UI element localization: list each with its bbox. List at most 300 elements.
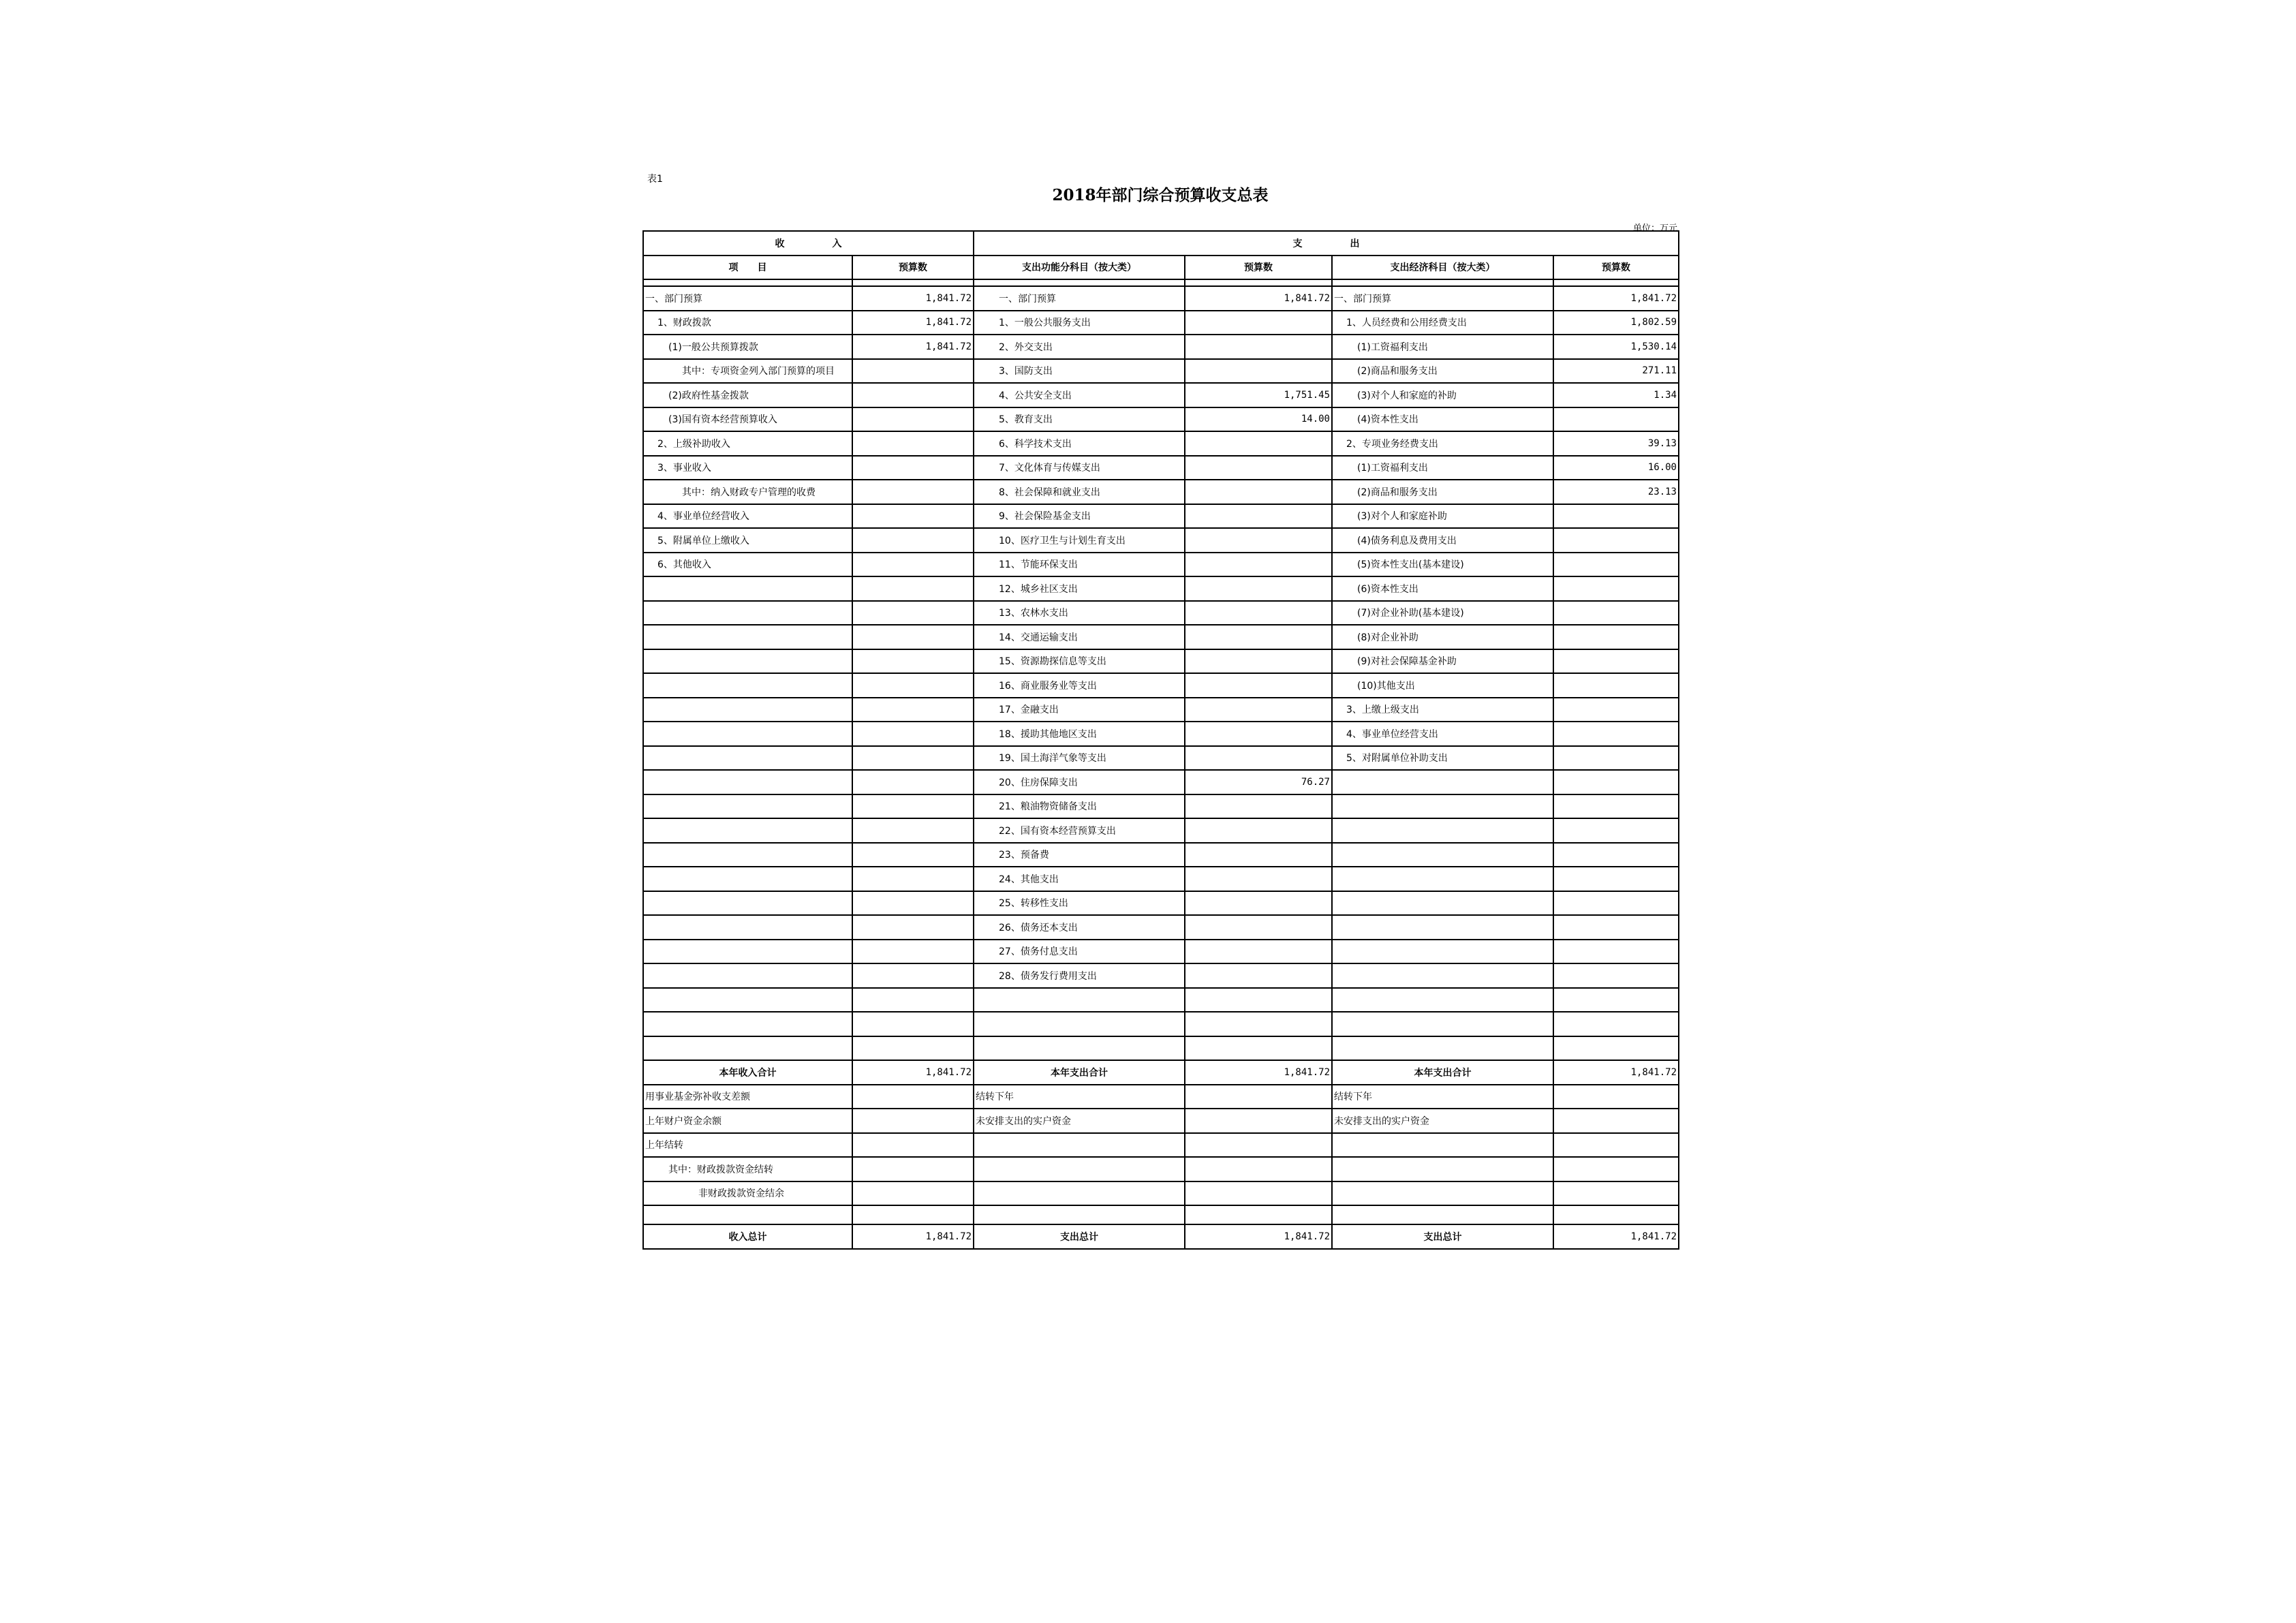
- econ-item-cell: [1332, 867, 1553, 891]
- econ-budget-cell: [1553, 915, 1679, 940]
- func-budget-cell: 76.27: [1185, 770, 1332, 794]
- empty-cell: [852, 1205, 974, 1224]
- empty-cell: [1332, 279, 1553, 286]
- income-budget-cell: [852, 963, 974, 988]
- func-item-cell: 27、债务付息支出: [974, 940, 1185, 964]
- col-econ-header: 支出经济科目（按大类）: [1332, 256, 1553, 280]
- income-budget-cell: [852, 1036, 974, 1061]
- income-item-cell: 2、上级补助收入: [643, 431, 852, 456]
- func-item-cell: 18、援助其他地区支出: [974, 722, 1185, 746]
- income-budget-cell: 1,841.72: [852, 286, 974, 311]
- income-budget-cell: [852, 722, 974, 746]
- total-row: [643, 1224, 1679, 1249]
- income-budget-cell: [852, 1085, 974, 1109]
- func-budget-cell: [1185, 528, 1332, 553]
- spacer-row: [643, 1205, 1679, 1224]
- income-item-cell: [643, 601, 852, 625]
- econ-item-cell: (5)资本性支出(基本建设): [1332, 553, 1553, 577]
- income-item-cell: 一、部门预算: [643, 286, 852, 311]
- table-row: [643, 1036, 1679, 1061]
- econ-item-cell: 未安排支出的实户资金: [1332, 1109, 1553, 1133]
- income-item-cell: [643, 988, 852, 1013]
- income-subtotal-value: 1,841.72: [852, 1060, 974, 1085]
- econ-item-cell: (1)工资福利支出: [1332, 456, 1553, 480]
- income-budget-cell: [852, 1012, 974, 1036]
- table-row: [643, 601, 1679, 625]
- func-budget-cell: [1185, 940, 1332, 964]
- func-budget-cell: 1,841.72: [1185, 286, 1332, 311]
- func-budget-cell: [1185, 601, 1332, 625]
- income-budget-cell: [852, 553, 974, 577]
- func-item-cell: 14、交通运输支出: [974, 625, 1185, 649]
- econ-budget-cell: [1553, 794, 1679, 819]
- econ-item-cell: [1332, 891, 1553, 916]
- func-budget-cell: [1185, 673, 1332, 698]
- func-budget-cell: [1185, 843, 1332, 867]
- func-item-cell: 8、社会保障和就业支出: [974, 480, 1185, 504]
- func-budget-cell: [1185, 1181, 1332, 1206]
- econ-item-cell: (6)资本性支出: [1332, 576, 1553, 601]
- table-row: [643, 407, 1679, 432]
- func-budget-cell: [1185, 480, 1332, 504]
- unit-label: 单位：万元: [1632, 223, 1677, 234]
- income-budget-cell: [852, 431, 974, 456]
- income-budget-cell: [852, 1133, 974, 1158]
- econ-budget-cell: [1553, 722, 1679, 746]
- func-item-cell: [974, 988, 1185, 1013]
- expense-group-header: 支 出: [974, 231, 1679, 256]
- income-item-cell: 3、事业收入: [643, 456, 852, 480]
- func-budget-cell: [1185, 431, 1332, 456]
- income-budget-cell: [852, 504, 974, 529]
- econ-item-cell: (9)对社会保障基金补助: [1332, 649, 1553, 674]
- econ-item-cell: [1332, 940, 1553, 964]
- income-item-cell: (1)一般公共预算拨款: [643, 335, 852, 359]
- col-budget-header: 预算数: [852, 256, 974, 280]
- econ-budget-cell: [1553, 698, 1679, 722]
- income-budget-cell: [852, 407, 974, 432]
- empty-cell: [974, 279, 1185, 286]
- func-budget-cell: [1185, 335, 1332, 359]
- func-item-cell: 1、一般公共服务支出: [974, 311, 1185, 335]
- table-row: [643, 915, 1679, 940]
- econ-item-cell: 1、人员经费和公用经费支出: [1332, 311, 1553, 335]
- page-title: 2018年部门综合预算收支总表: [1052, 186, 1269, 204]
- income-subtotal-label: 本年收入合计: [643, 1060, 852, 1085]
- table-row: [643, 988, 1679, 1013]
- econ-budget-cell: [1553, 407, 1679, 432]
- subtotal-row: [643, 1060, 1679, 1085]
- func-item-cell: 15、资源勘探信息等支出: [974, 649, 1185, 674]
- func-item-cell: 28、债务发行费用支出: [974, 963, 1185, 988]
- func-budget-cell: [1185, 311, 1332, 335]
- income-item-cell: [643, 843, 852, 867]
- table-row: [643, 431, 1679, 456]
- econ-item-cell: (7)对企业补助(基本建设): [1332, 601, 1553, 625]
- lower-row: [643, 1085, 1679, 1109]
- econ-item-cell: (4)资本性支出: [1332, 407, 1553, 432]
- income-item-cell: [643, 915, 852, 940]
- func-subtotal-label: 本年支出合计: [974, 1060, 1185, 1085]
- func-item-cell: 3、国防支出: [974, 359, 1185, 384]
- income-item-cell: 其中：纳入财政专户管理的收费: [643, 480, 852, 504]
- table-row: [643, 940, 1679, 964]
- table-row: [643, 625, 1679, 649]
- lower-row: [643, 1157, 1679, 1181]
- income-budget-cell: [852, 915, 974, 940]
- econ-budget-cell: [1553, 601, 1679, 625]
- func-budget-cell: [1185, 504, 1332, 529]
- table-row: [643, 722, 1679, 746]
- econ-item-cell: [1332, 794, 1553, 819]
- econ-budget-cell: [1553, 843, 1679, 867]
- econ-budget-cell: [1553, 963, 1679, 988]
- func-item-cell: [974, 1036, 1185, 1061]
- econ-item-cell: 4、事业单位经营支出: [1332, 722, 1553, 746]
- func-subtotal-value: 1,841.72: [1185, 1060, 1332, 1085]
- lower-row: [643, 1109, 1679, 1133]
- func-budget-cell: [1185, 456, 1332, 480]
- econ-budget-cell: [1553, 576, 1679, 601]
- econ-item-cell: [1332, 1157, 1553, 1181]
- econ-budget-cell: [1553, 625, 1679, 649]
- income-budget-cell: [852, 480, 974, 504]
- econ-item-cell: (2)商品和服务支出: [1332, 359, 1553, 384]
- table-row: [643, 359, 1679, 384]
- func-item-cell: 24、其他支出: [974, 867, 1185, 891]
- econ-budget-cell: [1553, 1181, 1679, 1206]
- econ-item-cell: 结转下年: [1332, 1085, 1553, 1109]
- econ-budget-cell: [1553, 504, 1679, 529]
- table-row: [643, 528, 1679, 553]
- func-item-cell: 2、外交支出: [974, 335, 1185, 359]
- func-item-cell: 17、金融支出: [974, 698, 1185, 722]
- income-budget-cell: [852, 625, 974, 649]
- econ-item-cell: (1)工资福利支出: [1332, 335, 1553, 359]
- func-budget-cell: [1185, 1133, 1332, 1158]
- func-item-cell: [974, 1157, 1185, 1181]
- econ-budget-cell: 39.13: [1553, 431, 1679, 456]
- func-item-cell: [974, 1012, 1185, 1036]
- income-budget-cell: [852, 383, 974, 407]
- econ-item-cell: [1332, 843, 1553, 867]
- func-budget-cell: [1185, 818, 1332, 843]
- func-item-cell: 结转下年: [974, 1085, 1185, 1109]
- income-item-cell: [643, 1012, 852, 1036]
- func-budget-cell: [1185, 359, 1332, 384]
- func-budget-cell: [1185, 1109, 1332, 1133]
- func-item-cell: 16、商业服务业等支出: [974, 673, 1185, 698]
- func-item-cell: 6、科学技术支出: [974, 431, 1185, 456]
- econ-budget-cell: [1553, 1085, 1679, 1109]
- income-budget-cell: [852, 528, 974, 553]
- table-row: [643, 794, 1679, 819]
- income-budget-cell: 1,841.72: [852, 335, 974, 359]
- income-budget-cell: [852, 891, 974, 916]
- table-row: [643, 963, 1679, 988]
- income-group-header: 收 入: [643, 231, 974, 256]
- func-budget-cell: [1185, 1036, 1332, 1061]
- income-budget-cell: [852, 818, 974, 843]
- income-item-cell: 其中：专项资金列入部门预算的项目: [643, 359, 852, 384]
- func-budget-cell: 14.00: [1185, 407, 1332, 432]
- econ-total-label: 支出总计: [1332, 1224, 1553, 1249]
- empty-cell: [1553, 279, 1679, 286]
- econ-budget-cell: 1,841.72: [1553, 286, 1679, 311]
- table-row: [643, 746, 1679, 771]
- income-item-cell: 用事业基金弥补收支差额: [643, 1085, 852, 1109]
- income-budget-cell: [852, 1157, 974, 1181]
- table-row: [643, 843, 1679, 867]
- func-item-cell: 9、社会保险基金支出: [974, 504, 1185, 529]
- econ-item-cell: [1332, 1133, 1553, 1158]
- header-column-row: [643, 256, 1679, 280]
- income-budget-cell: 1,841.72: [852, 311, 974, 335]
- econ-item-cell: [1332, 1181, 1553, 1206]
- income-budget-cell: [852, 576, 974, 601]
- econ-item-cell: (4)债务利息及费用支出: [1332, 528, 1553, 553]
- col-item-header: 项 目: [643, 256, 852, 280]
- income-budget-cell: [852, 746, 974, 771]
- table-row: [643, 553, 1679, 577]
- table-row: [643, 770, 1679, 794]
- income-budget-cell: [852, 698, 974, 722]
- table-row: [643, 383, 1679, 407]
- table-label: 表1: [647, 174, 663, 185]
- func-budget-cell: [1185, 1085, 1332, 1109]
- econ-budget-cell: [1553, 649, 1679, 674]
- func-budget-cell: [1185, 891, 1332, 916]
- econ-budget-cell: [1553, 818, 1679, 843]
- income-budget-cell: [852, 1109, 974, 1133]
- econ-item-cell: [1332, 1036, 1553, 1061]
- func-item-cell: 5、教育支出: [974, 407, 1185, 432]
- empty-cell: [1553, 1205, 1679, 1224]
- income-budget-cell: [852, 359, 974, 384]
- econ-item-cell: (8)对企业补助: [1332, 625, 1553, 649]
- income-item-cell: [643, 867, 852, 891]
- econ-item-cell: [1332, 770, 1553, 794]
- col-func-header: 支出功能分科目（按大类）: [974, 256, 1185, 280]
- func-item-cell: 4、公共安全支出: [974, 383, 1185, 407]
- income-budget-cell: [852, 1181, 974, 1206]
- table-row: [643, 504, 1679, 529]
- func-budget-cell: [1185, 794, 1332, 819]
- econ-item-cell: [1332, 915, 1553, 940]
- table-row: [643, 649, 1679, 674]
- econ-item-cell: (3)对个人和家庭补助: [1332, 504, 1553, 529]
- income-item-cell: [643, 673, 852, 698]
- func-item-cell: 26、债务还本支出: [974, 915, 1185, 940]
- income-budget-cell: [852, 649, 974, 674]
- func-item-cell: 13、农林水支出: [974, 601, 1185, 625]
- income-item-cell: [643, 746, 852, 771]
- econ-budget-cell: [1553, 940, 1679, 964]
- econ-item-cell: [1332, 963, 1553, 988]
- income-item-cell: 上年结转: [643, 1133, 852, 1158]
- income-item-cell: [643, 649, 852, 674]
- income-item-cell: [643, 818, 852, 843]
- func-item-cell: 23、预备费: [974, 843, 1185, 867]
- income-item-cell: [643, 963, 852, 988]
- budget-summary-table: [642, 230, 1679, 1250]
- econ-budget-cell: [1553, 1036, 1679, 1061]
- func-item-cell: 22、国有资本经营预算支出: [974, 818, 1185, 843]
- func-budget-cell: [1185, 1157, 1332, 1181]
- func-item-cell: 21、粮油物资储备支出: [974, 794, 1185, 819]
- income-item-cell: [643, 625, 852, 649]
- col-budget-header: 预算数: [1185, 256, 1332, 280]
- income-budget-cell: [852, 867, 974, 891]
- econ-budget-cell: [1553, 988, 1679, 1013]
- func-item-cell: 10、医疗卫生与计划生育支出: [974, 528, 1185, 553]
- func-item-cell: 一、部门预算: [974, 286, 1185, 311]
- income-total-value: 1,841.72: [852, 1224, 974, 1249]
- empty-cell: [1185, 279, 1332, 286]
- func-item-cell: 未安排支出的实户资金: [974, 1109, 1185, 1133]
- table-row: [643, 891, 1679, 916]
- income-item-cell: 上年财户资金余额: [643, 1109, 852, 1133]
- func-budget-cell: [1185, 553, 1332, 577]
- func-total-label: 支出总计: [974, 1224, 1185, 1249]
- econ-item-cell: (2)商品和服务支出: [1332, 480, 1553, 504]
- func-budget-cell: 1,751.45: [1185, 383, 1332, 407]
- func-budget-cell: [1185, 625, 1332, 649]
- income-item-cell: 其中：财政拨款资金结转: [643, 1157, 852, 1181]
- income-item-cell: [643, 891, 852, 916]
- table-row: [643, 673, 1679, 698]
- econ-budget-cell: 1,530.14: [1553, 335, 1679, 359]
- econ-budget-cell: [1553, 1157, 1679, 1181]
- econ-budget-cell: [1553, 891, 1679, 916]
- empty-cell: [1185, 1205, 1332, 1224]
- func-item-cell: 7、文化体育与传媒支出: [974, 456, 1185, 480]
- econ-budget-cell: 1,802.59: [1553, 311, 1679, 335]
- econ-budget-cell: [1553, 746, 1679, 771]
- income-total-label: 收入总计: [643, 1224, 852, 1249]
- income-budget-cell: [852, 940, 974, 964]
- income-budget-cell: [852, 673, 974, 698]
- econ-item-cell: 2、专项业务经费支出: [1332, 431, 1553, 456]
- econ-budget-cell: 16.00: [1553, 456, 1679, 480]
- econ-subtotal-label: 本年支出合计: [1332, 1060, 1553, 1085]
- econ-budget-cell: [1553, 528, 1679, 553]
- income-budget-cell: [852, 601, 974, 625]
- func-item-cell: 19、国土海洋气象等支出: [974, 746, 1185, 771]
- table-row: [643, 286, 1679, 311]
- econ-item-cell: [1332, 1012, 1553, 1036]
- table-row: [643, 698, 1679, 722]
- func-budget-cell: [1185, 576, 1332, 601]
- table-row: [643, 311, 1679, 335]
- func-budget-cell: [1185, 988, 1332, 1013]
- func-budget-cell: [1185, 649, 1332, 674]
- empty-cell: [852, 279, 974, 286]
- lower-row: [643, 1181, 1679, 1206]
- income-item-cell: 4、事业单位经营收入: [643, 504, 852, 529]
- income-item-cell: [643, 770, 852, 794]
- econ-budget-cell: [1553, 770, 1679, 794]
- econ-item-cell: 3、上缴上级支出: [1332, 698, 1553, 722]
- income-budget-cell: [852, 843, 974, 867]
- table-row: [643, 576, 1679, 601]
- empty-cell: [974, 1205, 1185, 1224]
- func-item-cell: 11、节能环保支出: [974, 553, 1185, 577]
- income-budget-cell: [852, 794, 974, 819]
- func-item-cell: [974, 1133, 1185, 1158]
- func-total-value: 1,841.72: [1185, 1224, 1332, 1249]
- income-item-cell: [643, 698, 852, 722]
- table-row: [643, 1012, 1679, 1036]
- econ-budget-cell: [1553, 673, 1679, 698]
- income-budget-cell: [852, 456, 974, 480]
- econ-item-cell: (3)对个人和家庭的补助: [1332, 383, 1553, 407]
- func-budget-cell: [1185, 722, 1332, 746]
- econ-item-cell: (10)其他支出: [1332, 673, 1553, 698]
- func-budget-cell: [1185, 698, 1332, 722]
- func-budget-cell: [1185, 1012, 1332, 1036]
- econ-item-cell: 5、对附属单位补助支出: [1332, 746, 1553, 771]
- empty-cell: [1332, 1205, 1553, 1224]
- income-item-cell: [643, 576, 852, 601]
- econ-budget-cell: [1553, 1012, 1679, 1036]
- econ-budget-cell: [1553, 1133, 1679, 1158]
- econ-budget-cell: [1553, 867, 1679, 891]
- func-budget-cell: [1185, 867, 1332, 891]
- func-budget-cell: [1185, 746, 1332, 771]
- income-item-cell: 5、附属单位上缴收入: [643, 528, 852, 553]
- func-item-cell: 20、住房保障支出: [974, 770, 1185, 794]
- table-row: [643, 456, 1679, 480]
- func-item-cell: [974, 1181, 1185, 1206]
- table-row: [643, 867, 1679, 891]
- func-item-cell: 25、转移性支出: [974, 891, 1185, 916]
- income-item-cell: 非财政拨款资金结余: [643, 1181, 852, 1206]
- income-item-cell: [643, 794, 852, 819]
- func-budget-cell: [1185, 915, 1332, 940]
- income-item-cell: [643, 1036, 852, 1061]
- empty-cell: [643, 1205, 852, 1224]
- spacer-row: [643, 279, 1679, 286]
- income-item-cell: (2)政府性基金拨款: [643, 383, 852, 407]
- econ-budget-cell: 23.13: [1553, 480, 1679, 504]
- income-budget-cell: [852, 770, 974, 794]
- empty-cell: [643, 279, 852, 286]
- econ-item-cell: [1332, 988, 1553, 1013]
- income-item-cell: 1、财政拨款: [643, 311, 852, 335]
- econ-budget-cell: [1553, 1109, 1679, 1133]
- table-row: [643, 818, 1679, 843]
- func-budget-cell: [1185, 963, 1332, 988]
- income-item-cell: [643, 722, 852, 746]
- func-item-cell: 12、城乡社区支出: [974, 576, 1185, 601]
- income-budget-cell: [852, 988, 974, 1013]
- econ-item-cell: 一、部门预算: [1332, 286, 1553, 311]
- income-item-cell: (3)国有资本经营预算收入: [643, 407, 852, 432]
- income-item-cell: [643, 940, 852, 964]
- table-row: [643, 335, 1679, 359]
- header-group-row: [643, 231, 1679, 256]
- lower-row: [643, 1133, 1679, 1158]
- econ-subtotal-value: 1,841.72: [1553, 1060, 1679, 1085]
- econ-budget-cell: 271.11: [1553, 359, 1679, 384]
- income-item-cell: 6、其他收入: [643, 553, 852, 577]
- econ-budget-cell: [1553, 553, 1679, 577]
- econ-item-cell: [1332, 818, 1553, 843]
- econ-budget-cell: 1.34: [1553, 383, 1679, 407]
- econ-total-value: 1,841.72: [1553, 1224, 1679, 1249]
- col-budget-header: 预算数: [1553, 256, 1679, 280]
